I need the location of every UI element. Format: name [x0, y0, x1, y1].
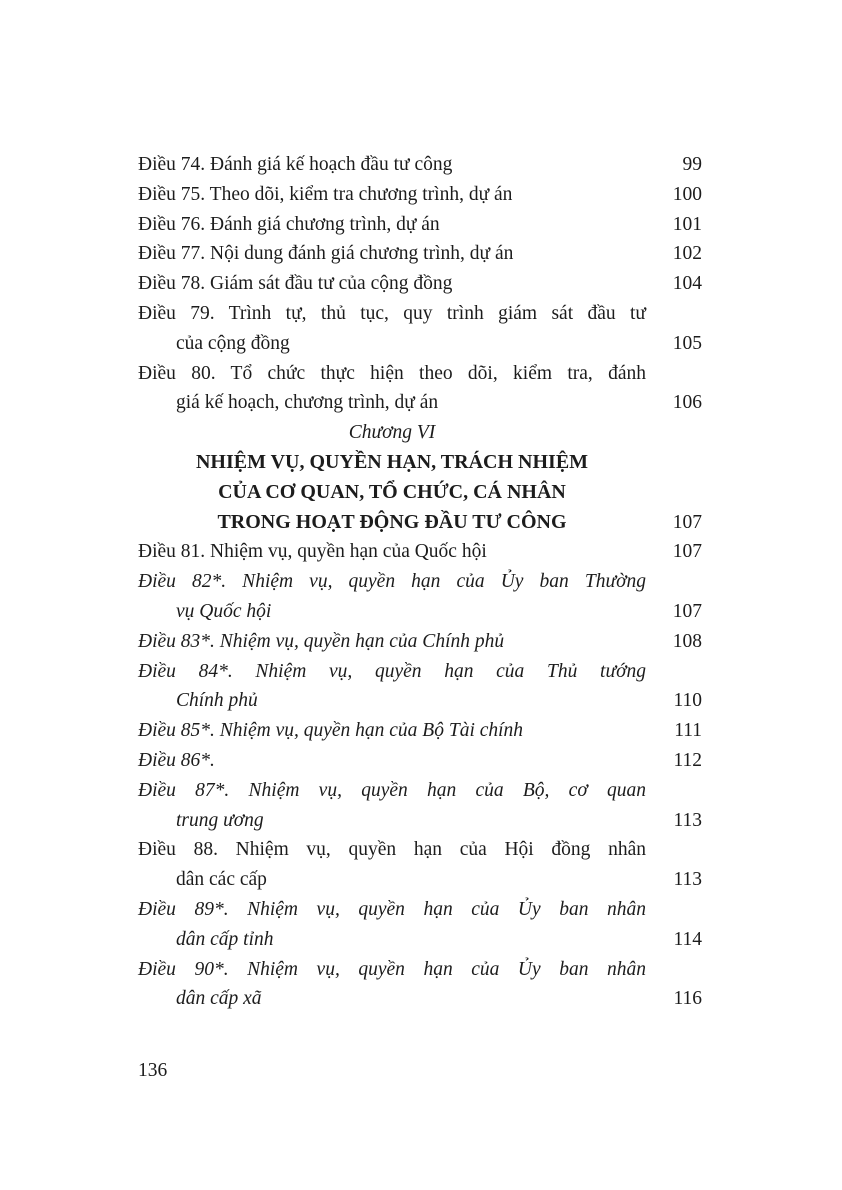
chapter-title-text: TRONG HOẠT ĐỘNG ĐẦU TƯ CÔNG — [217, 510, 567, 533]
toc-entry-page: 114 — [673, 928, 702, 950]
toc-entry-page: 116 — [673, 988, 702, 1010]
toc-entry-title: Điều 88. Nhiệm vụ, quyền hạn của Hội đồng nhân — [138, 839, 646, 861]
toc-entry-page: 107 — [672, 541, 702, 563]
toc-entry-page: 99 — [682, 154, 702, 175]
toc-entry-title-continuation: giá kế hoạch, chương trình, dự án — [176, 392, 439, 414]
toc-entry-title: Điều 85*. Nhiệm vụ, quyền hạn của Bộ Tài chính — [138, 720, 524, 742]
table-of-contents — [138, 150, 702, 1014]
toc-entry-title: Điều 77. Nội dung đánh giá chương trình, dự án — [138, 243, 514, 265]
toc-entry-dieu-75 — [138, 180, 702, 210]
toc-entry-page: 106 — [672, 392, 702, 414]
toc-entry-title-continuation: Chính phủ — [176, 690, 258, 712]
toc-entry-title-continuation: dân các cấp — [176, 869, 267, 891]
toc-entry-page: 102 — [672, 243, 702, 265]
toc-entry-title-continuation: dân cấp tỉnh — [176, 928, 274, 950]
toc-entry-title-continuation: của cộng đồng — [176, 332, 290, 354]
chapter-page: 107 — [672, 511, 702, 533]
chapter-title-line — [138, 508, 702, 538]
toc-entry-dieu-83 — [138, 627, 702, 657]
toc-entry-title: Điều 82*. Nhiệm vụ, quyền hạn của Ủy ban Thường — [138, 571, 646, 593]
toc-entry-page: 113 — [673, 809, 702, 831]
toc-entry-page: 105 — [672, 332, 702, 354]
toc-entry-title: Điều 74. Đánh giá kế hoạch đầu tư công — [138, 154, 453, 175]
toc-entry-page: 110 — [673, 690, 702, 712]
toc-entry-page: 113 — [673, 869, 702, 891]
toc-entry-page: 111 — [674, 720, 702, 742]
toc-entry-dieu-88 — [138, 835, 702, 895]
toc-entry-page: 100 — [672, 183, 702, 205]
toc-entry-dieu-78 — [138, 269, 702, 299]
chapter-title-line: CỦA CƠ QUAN, TỔ CHỨC, CÁ NHÂN — [218, 480, 566, 503]
toc-entry-dieu-77 — [138, 239, 702, 269]
toc-entry-title: Điều 86*. — [138, 749, 215, 771]
footer-page-number: 136 — [138, 1060, 168, 1081]
toc-entry-dieu-80 — [138, 359, 702, 419]
toc-entry-title: Điều 79. Trình tự, thủ tục, quy trình giám sát đầu tư — [138, 302, 646, 324]
toc-entry-dieu-81 — [138, 537, 702, 567]
toc-entry-title-continuation: trung ương — [176, 809, 264, 831]
chapter-heading — [138, 418, 702, 537]
toc-entry-title: Điều 81. Nhiệm vụ, quyền hạn của Quốc hội — [138, 541, 487, 563]
toc-entry-title-continuation: dân cấp xã — [176, 988, 262, 1010]
toc-entry-title: Điều 78. Giám sát đầu tư của cộng đồng — [138, 273, 453, 295]
toc-entry-title: Điều 75. Theo dõi, kiểm tra chương trình, dự án — [138, 183, 513, 205]
toc-entry-title: Điều 90*. Nhiệm vụ, quyền hạn của Ủy ban nhân — [138, 958, 646, 980]
toc-entry-title: Điều 89*. Nhiệm vụ, quyền hạn của Ủy ban nhân — [138, 898, 646, 920]
toc-entry-dieu-74 — [138, 150, 702, 180]
toc-entry-title: Điều 76. Đánh giá chương trình, dự án — [138, 213, 440, 235]
chapter-label: Chương VI — [348, 422, 436, 444]
toc-entry-page: 107 — [672, 600, 702, 622]
toc-entry-page: 104 — [672, 273, 702, 295]
toc-entry-title: Điều 84*. Nhiệm vụ, quyền hạn của Thủ tướng — [138, 660, 646, 682]
toc-entry-title: Điều 80. Tổ chức thực hiện theo dõi, kiểm tra, đánh — [138, 362, 646, 384]
toc-entry-dieu-82 — [138, 567, 702, 627]
toc-entry-dieu-85 — [138, 716, 702, 746]
toc-entry-dieu-89 — [138, 895, 702, 955]
toc-entry-page: 112 — [673, 749, 702, 771]
toc-entry-dieu-86 — [138, 746, 702, 776]
toc-entry-title: Điều 87*. Nhiệm vụ, quyền hạn của Bộ, cơ quan — [138, 779, 646, 801]
toc-entry-dieu-87 — [138, 776, 702, 836]
toc-entry-dieu-90 — [138, 955, 702, 1015]
chapter-title-line: NHIỆM VỤ, QUYỀN HẠN, TRÁCH NHIỆM — [195, 450, 589, 473]
toc-entry-dieu-76 — [138, 210, 702, 240]
toc-entry-page: 101 — [672, 213, 702, 235]
toc-entry-page: 108 — [672, 630, 702, 652]
toc-entry-dieu-79 — [138, 299, 702, 359]
toc-entry-dieu-84 — [138, 657, 702, 717]
toc-entry-title: Điều 83*. Nhiệm vụ, quyền hạn của Chính phủ — [138, 630, 505, 652]
toc-entry-title-continuation: vụ Quốc hội — [176, 600, 272, 622]
